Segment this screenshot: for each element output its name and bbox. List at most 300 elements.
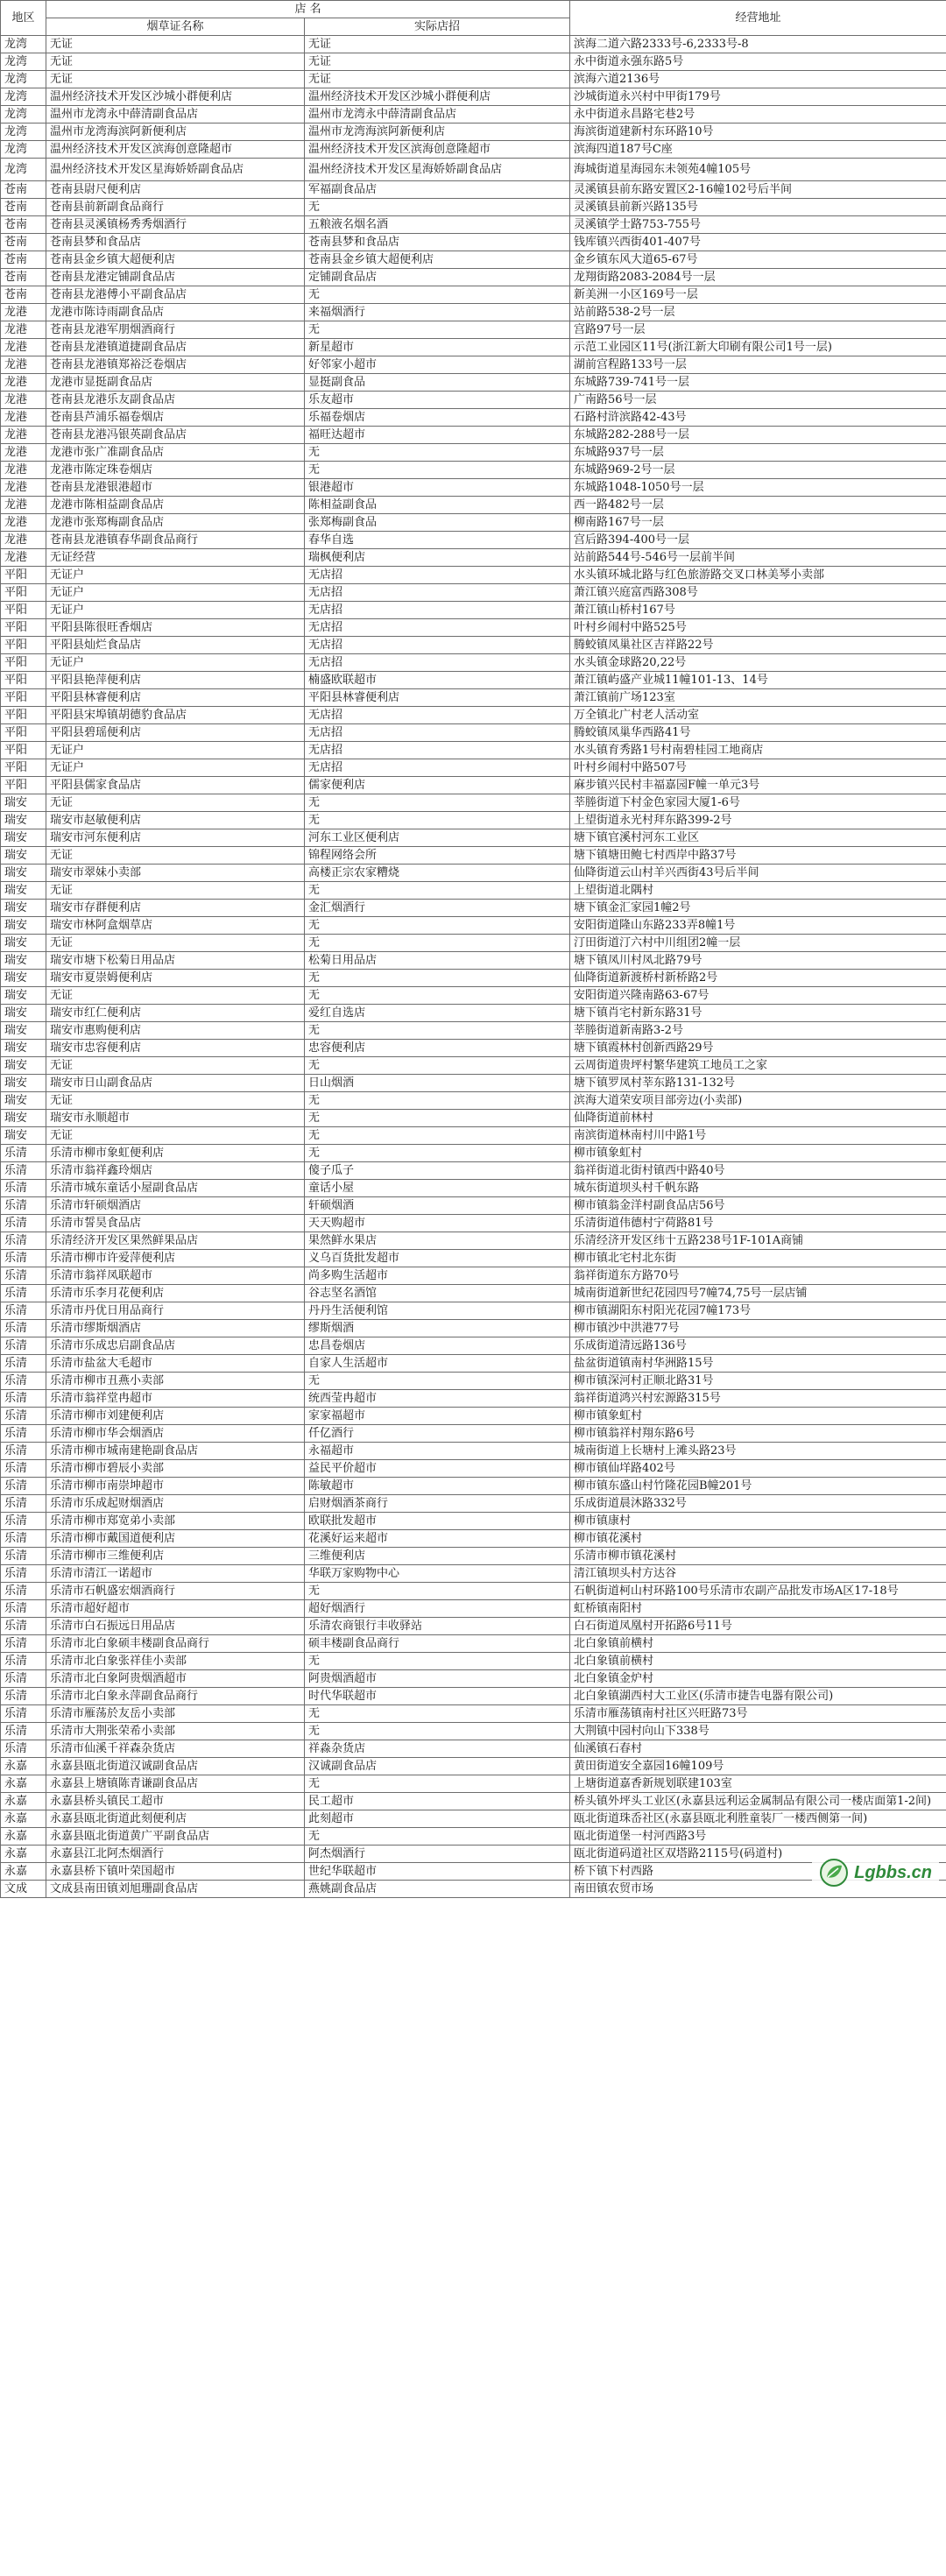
actual-sign-cell: 温州经济技术开发区滨海创意隆超市	[305, 141, 570, 159]
table-row	[1, 392, 946, 409]
actual-sign-cell: 无店招	[305, 724, 570, 742]
region-cell: 龙湾	[1, 88, 46, 106]
region-cell: 平阳	[1, 707, 46, 724]
address-cell: 柳市镇翁祥村翔东路6号	[570, 1425, 946, 1443]
actual-sign-cell: 乐友超市	[305, 392, 570, 409]
table-row	[1, 1723, 946, 1740]
actual-sign-cell: 三维便利店	[305, 1548, 570, 1565]
address-cell: 海城街道星海园东未领苑4幢105号	[570, 159, 946, 181]
address-cell: 乐清经济开发区纬十五路238号1F-101A商铺	[570, 1232, 946, 1250]
actual-sign-cell: 爱红自选店	[305, 1005, 570, 1022]
table-row	[1, 1355, 946, 1373]
actual-sign-cell: 好邻家小超市	[305, 356, 570, 374]
address-cell: 桥下镇下村西路	[570, 1863, 946, 1881]
actual-sign-cell: 童话小屋	[305, 1180, 570, 1197]
table-row	[1, 707, 946, 724]
actual-sign-cell: 汉诚副食品店	[305, 1758, 570, 1775]
license-name-cell: 乐清市誓昊食品店	[46, 1215, 305, 1232]
address-cell: 仙溪镇石春村	[570, 1740, 946, 1758]
license-name-cell: 温州经济技术开发区沙城小群便利店	[46, 88, 305, 106]
address-cell: 上望街道永光村拜东路399-2号	[570, 812, 946, 829]
table-row	[1, 251, 946, 269]
address-cell: 万全镇北广村老人活动室	[570, 707, 946, 724]
actual-sign-cell: 五粮液名烟名酒	[305, 216, 570, 234]
address-cell: 广南路56号一层	[570, 392, 946, 409]
license-name-cell: 永嘉县上塘镇陈青谦副食品店	[46, 1775, 305, 1793]
address-cell: 翁祥街道北街村镇西中路40号	[570, 1162, 946, 1180]
region-cell: 乐清	[1, 1670, 46, 1688]
license-name-cell: 瑞安市林阿盒烟草店	[46, 917, 305, 935]
region-cell: 平阳	[1, 584, 46, 602]
actual-sign-cell: 世纪华联超市	[305, 1863, 570, 1881]
table-row	[1, 71, 946, 88]
address-cell: 滨海大道荣安项目部旁边(小卖部)	[570, 1092, 946, 1110]
actual-sign-cell: 无店招	[305, 759, 570, 777]
address-cell: 乐成街道晨沐路332号	[570, 1495, 946, 1513]
license-name-cell: 永嘉县瓯北街道此刻便利店	[46, 1810, 305, 1828]
table-row	[1, 1127, 946, 1145]
region-cell: 瑞安	[1, 1127, 46, 1145]
region-cell: 永嘉	[1, 1793, 46, 1810]
table-row	[1, 479, 946, 497]
table-row	[1, 1478, 946, 1495]
actual-sign-cell: 无	[305, 321, 570, 339]
region-cell: 永嘉	[1, 1775, 46, 1793]
license-name-cell: 瑞安市日山副食品店	[46, 1075, 305, 1092]
region-cell: 苍南	[1, 216, 46, 234]
table-row	[1, 427, 946, 444]
actual-sign-cell: 温州市龙湾海滨阿新便利店	[305, 124, 570, 141]
table-row	[1, 53, 946, 71]
region-cell: 龙湾	[1, 36, 46, 53]
address-cell: 大荆镇中园村向山下338号	[570, 1723, 946, 1740]
license-name-cell: 无证	[46, 935, 305, 952]
region-cell: 乐清	[1, 1285, 46, 1302]
license-name-cell: 瑞安市河东便利店	[46, 829, 305, 847]
license-name-cell: 龙港市陈定珠卷烟店	[46, 462, 305, 479]
table-row	[1, 1881, 946, 1898]
table-row	[1, 1863, 946, 1881]
actual-sign-cell: 欧联批发超市	[305, 1513, 570, 1530]
address-cell: 萧江镇兴庭富西路308号	[570, 584, 946, 602]
actual-sign-cell: 无	[305, 970, 570, 987]
actual-sign-cell: 无	[305, 1022, 570, 1040]
license-name-cell: 乐清市柳市南崇坤超市	[46, 1478, 305, 1495]
table-row	[1, 1530, 946, 1548]
license-name-cell: 乐清市柳市象虹便利店	[46, 1145, 305, 1162]
table-row	[1, 409, 946, 427]
region-cell: 龙湾	[1, 106, 46, 124]
license-name-cell: 乐清市翁祥堂冉超市	[46, 1390, 305, 1408]
address-cell: 莘塍街道新南路3-2号	[570, 1022, 946, 1040]
table-row	[1, 339, 946, 356]
actual-sign-cell: 平阳县林睿便利店	[305, 689, 570, 707]
actual-sign-cell: 儒家便利店	[305, 777, 570, 794]
region-cell: 瑞安	[1, 865, 46, 882]
table-row	[1, 269, 946, 286]
header-address: 经营地址	[570, 1, 946, 36]
address-cell: 萧江镇前广场123室	[570, 689, 946, 707]
region-cell: 乐清	[1, 1600, 46, 1618]
license-name-cell: 乐清市柳市刘建便利店	[46, 1408, 305, 1425]
license-name-cell: 无证	[46, 987, 305, 1005]
actual-sign-cell: 无证	[305, 36, 570, 53]
actual-sign-cell: 无	[305, 1145, 570, 1162]
address-cell: 萧江镇屿盛产业城11幢101-13、14号	[570, 672, 946, 689]
address-cell: 水头镇育秀路1号村南碧桂园工地商店	[570, 742, 946, 759]
address-cell: 北白象镇湖西村大工业区(乐清市捷告电器有限公司)	[570, 1688, 946, 1705]
actual-sign-cell: 傻子瓜子	[305, 1162, 570, 1180]
region-cell: 乐清	[1, 1425, 46, 1443]
actual-sign-cell: 乐清农商银行丰收驿站	[305, 1618, 570, 1635]
address-cell: 灵溪镇县前东路安置区2-16幢102号后半间	[570, 181, 946, 199]
actual-sign-cell: 无	[305, 444, 570, 462]
region-cell: 乐清	[1, 1688, 46, 1705]
region-cell: 苍南	[1, 269, 46, 286]
license-name-cell: 乐清市石帆盛宏烟酒商行	[46, 1583, 305, 1600]
table-row	[1, 36, 946, 53]
table-row	[1, 1232, 946, 1250]
address-cell: 桥头镇外坪头工业区(永嘉县远利运金属制品有限公司一楼店面第1-2间)	[570, 1793, 946, 1810]
license-name-cell: 乐清市轩硕烟酒店	[46, 1197, 305, 1215]
table-row	[1, 1846, 946, 1863]
actual-sign-cell: 无	[305, 1653, 570, 1670]
license-name-cell: 苍南县龙港定铺副食品店	[46, 269, 305, 286]
region-cell: 乐清	[1, 1373, 46, 1390]
address-cell: 麻步镇兴民村丰福嘉园F幢一单元3号	[570, 777, 946, 794]
table-row	[1, 1618, 946, 1635]
actual-sign-cell: 超好烟酒行	[305, 1600, 570, 1618]
address-cell: 清江镇坝头村方达谷	[570, 1565, 946, 1583]
actual-sign-cell: 阿杰烟酒行	[305, 1846, 570, 1863]
license-name-cell: 苍南县龙港乐友副食品店	[46, 392, 305, 409]
license-name-cell: 无证户	[46, 759, 305, 777]
region-cell: 乐清	[1, 1408, 46, 1425]
license-name-cell: 乐清市盐盆大毛超市	[46, 1355, 305, 1373]
address-cell: 东城路969-2号一层	[570, 462, 946, 479]
address-cell: 站前路538-2号一层	[570, 304, 946, 321]
license-name-cell: 乐清经济开发区果然鲜果品店	[46, 1232, 305, 1250]
license-name-cell: 乐清市缪斯烟酒店	[46, 1320, 305, 1337]
address-cell: 石路村浒滨路42-43号	[570, 409, 946, 427]
region-cell: 乐清	[1, 1548, 46, 1565]
license-name-cell: 乐清市乐成起财烟酒店	[46, 1495, 305, 1513]
actual-sign-cell: 缪斯烟酒	[305, 1320, 570, 1337]
license-name-cell: 永嘉县桥下镇叶荣国超市	[46, 1863, 305, 1881]
address-cell: 汀田街道汀六村中川组团2幢一层	[570, 935, 946, 952]
table-row	[1, 689, 946, 707]
address-cell: 水头镇环城北路与红色旅游路交叉口林美琴小卖部	[570, 567, 946, 584]
address-cell: 新美洲一小区169号一层	[570, 286, 946, 304]
table-row	[1, 654, 946, 672]
actual-sign-cell: 楠盛欧联超市	[305, 672, 570, 689]
actual-sign-cell: 显挺副食品	[305, 374, 570, 392]
table-row	[1, 1793, 946, 1810]
address-cell: 安阳街道兴隆南路63-67号	[570, 987, 946, 1005]
license-name-cell: 苍南县龙港冯银英副食品店	[46, 427, 305, 444]
region-cell: 文成	[1, 1881, 46, 1898]
license-name-cell: 瑞安市塘下松菊日用品店	[46, 952, 305, 970]
license-name-cell: 乐清市乐成忠启副食品店	[46, 1337, 305, 1355]
address-cell: 仙降街道云山村羊兴西街43号后半间	[570, 865, 946, 882]
region-cell: 龙港	[1, 479, 46, 497]
region-cell: 乐清	[1, 1197, 46, 1215]
table-row	[1, 1565, 946, 1583]
address-cell: 东城路937号一层	[570, 444, 946, 462]
table-row	[1, 1057, 946, 1075]
license-name-cell: 无证户	[46, 602, 305, 619]
actual-sign-cell: 果然鲜水果店	[305, 1232, 570, 1250]
actual-sign-cell: 丹丹生活便利馆	[305, 1302, 570, 1320]
license-name-cell: 乐清市柳市戴国道便利店	[46, 1530, 305, 1548]
license-name-cell: 无证	[46, 847, 305, 865]
table-row	[1, 847, 946, 865]
actual-sign-cell: 金汇烟酒行	[305, 900, 570, 917]
address-cell: 东城路282-288号一层	[570, 427, 946, 444]
address-cell: 乐成街道清远路136号	[570, 1337, 946, 1355]
address-cell: 乐清市柳市镇花溪村	[570, 1548, 946, 1565]
license-name-cell: 乐清市柳市城南建艳副食品店	[46, 1443, 305, 1460]
table-row	[1, 742, 946, 759]
actual-sign-cell: 无	[305, 286, 570, 304]
license-name-cell: 无证	[46, 1092, 305, 1110]
table-row	[1, 514, 946, 532]
region-cell: 龙湾	[1, 159, 46, 181]
license-name-cell: 苍南县尉尺便利店	[46, 181, 305, 199]
region-cell: 乐清	[1, 1740, 46, 1758]
address-cell: 南田镇农贸市场	[570, 1881, 946, 1898]
site-watermark	[812, 1854, 939, 1891]
table-row	[1, 1005, 946, 1022]
table-row	[1, 724, 946, 742]
license-name-cell: 乐清市北白象阿贵烟酒超市	[46, 1670, 305, 1688]
actual-sign-cell: 华联万家购物中心	[305, 1565, 570, 1583]
actual-sign-cell: 银港超市	[305, 479, 570, 497]
table-row	[1, 567, 946, 584]
header-store-name: 店 名	[46, 1, 570, 18]
license-name-cell: 温州市龙湾永中薛清副食品店	[46, 106, 305, 124]
actual-sign-cell: 乐福卷烟店	[305, 409, 570, 427]
table-row	[1, 1180, 946, 1197]
region-cell: 乐清	[1, 1460, 46, 1478]
address-cell: 乐清街道伟德村宁荷路81号	[570, 1215, 946, 1232]
actual-sign-cell: 定铺副食品店	[305, 269, 570, 286]
address-cell: 黄田街道安全嘉园16幢109号	[570, 1758, 946, 1775]
actual-sign-cell: 无店招	[305, 742, 570, 759]
table-row	[1, 216, 946, 234]
region-cell: 乐清	[1, 1337, 46, 1355]
table-row	[1, 794, 946, 812]
address-cell: 城南街道上长塘村上滩头路23号	[570, 1443, 946, 1460]
actual-sign-cell: 无店招	[305, 619, 570, 637]
region-cell: 龙港	[1, 427, 46, 444]
address-cell: 永中街道永强东路5号	[570, 53, 946, 71]
license-name-cell: 乐清市柳市许爱萍便利店	[46, 1250, 305, 1267]
table-row	[1, 777, 946, 794]
table-row	[1, 1775, 946, 1793]
address-cell: 瓯北街道珠岙社区(永嘉县瓯北利胜童装厂一楼西侧第一间)	[570, 1810, 946, 1828]
region-cell: 乐清	[1, 1635, 46, 1653]
license-name-cell: 无证	[46, 794, 305, 812]
license-name-cell: 苍南县金乡镇大超便利店	[46, 251, 305, 269]
address-cell: 柳市镇翁金洋村副食品店56号	[570, 1197, 946, 1215]
region-cell: 龙湾	[1, 71, 46, 88]
license-name-cell: 乐清市北白象张祥佳小卖部	[46, 1653, 305, 1670]
license-name-cell: 温州经济技术开发区滨海创意隆超市	[46, 141, 305, 159]
table-row	[1, 1250, 946, 1267]
header-actual-sign: 实际店招	[305, 18, 570, 36]
address-cell: 腾蛟镇凤巢华西路41号	[570, 724, 946, 742]
address-cell: 沙城街道永兴村中甲街179号	[570, 88, 946, 106]
license-name-cell: 平阳县陈很旺香烟店	[46, 619, 305, 637]
region-cell: 乐清	[1, 1530, 46, 1548]
table-row	[1, 1828, 946, 1846]
license-name-cell: 乐清市柳市郑宽弟小卖部	[46, 1513, 305, 1530]
table-row	[1, 286, 946, 304]
license-name-cell: 苍南县龙港镇道捷副食品店	[46, 339, 305, 356]
table-row	[1, 619, 946, 637]
address-cell: 仙降街道前林村	[570, 1110, 946, 1127]
region-cell: 龙湾	[1, 141, 46, 159]
region-cell: 乐清	[1, 1320, 46, 1337]
address-cell: 滨海四道187号C座	[570, 141, 946, 159]
license-name-cell: 瑞安市赵敏便利店	[46, 812, 305, 829]
actual-sign-cell: 军福副食品店	[305, 181, 570, 199]
address-cell: 东城路1048-1050号一层	[570, 479, 946, 497]
region-cell: 龙湾	[1, 124, 46, 141]
table-row	[1, 321, 946, 339]
table-row	[1, 549, 946, 567]
actual-sign-cell: 谷志坚名酒馆	[305, 1285, 570, 1302]
license-name-cell: 瑞安市惠购便利店	[46, 1022, 305, 1040]
table-row	[1, 1548, 946, 1565]
region-cell: 瑞安	[1, 917, 46, 935]
license-name-cell: 乐清市柳市碧辰小卖部	[46, 1460, 305, 1478]
address-cell: 上塘街道嘉香新规划联建103室	[570, 1775, 946, 1793]
region-cell: 龙港	[1, 339, 46, 356]
license-name-cell: 无证户	[46, 567, 305, 584]
region-cell: 永嘉	[1, 1828, 46, 1846]
actual-sign-cell: 河东工业区便利店	[305, 829, 570, 847]
address-cell: 塘下镇金汇家园1幢2号	[570, 900, 946, 917]
license-name-cell: 无证	[46, 36, 305, 53]
license-name-cell: 乐清市乐李月花便利店	[46, 1285, 305, 1302]
region-cell: 乐清	[1, 1513, 46, 1530]
actual-sign-cell: 益民平价超市	[305, 1460, 570, 1478]
license-name-cell: 无证经营	[46, 549, 305, 567]
region-cell: 乐清	[1, 1565, 46, 1583]
table-row	[1, 1583, 946, 1600]
address-cell: 北白象镇前横村	[570, 1653, 946, 1670]
actual-sign-cell: 阿贵烟酒超市	[305, 1670, 570, 1688]
license-name-cell: 文成县南田镇刘旭珊副食品店	[46, 1881, 305, 1898]
region-cell: 苍南	[1, 234, 46, 251]
license-name-cell: 苍南县芦浦乐福卷烟店	[46, 409, 305, 427]
region-cell: 龙港	[1, 304, 46, 321]
license-name-cell: 龙港市显挺副食品店	[46, 374, 305, 392]
address-cell: 柳市镇花溪村	[570, 1530, 946, 1548]
address-cell: 腾蛟镇凤巢社区吉祥路22号	[570, 637, 946, 654]
address-cell: 安阳街道隆山东路233弄8幢1号	[570, 917, 946, 935]
table-row	[1, 106, 946, 124]
license-name-cell: 乐清市丹优日用品商行	[46, 1302, 305, 1320]
region-cell: 平阳	[1, 654, 46, 672]
table-row	[1, 1425, 946, 1443]
region-cell: 平阳	[1, 602, 46, 619]
address-cell: 水头镇金球路20,22号	[570, 654, 946, 672]
region-cell: 瑞安	[1, 812, 46, 829]
table-row	[1, 159, 946, 181]
table-row	[1, 1022, 946, 1040]
license-name-cell: 无证户	[46, 742, 305, 759]
actual-sign-cell: 瑞枫便利店	[305, 549, 570, 567]
region-cell: 龙港	[1, 409, 46, 427]
license-name-cell: 平阳县艳萍便利店	[46, 672, 305, 689]
license-name-cell: 乐清市柳市三维便利店	[46, 1548, 305, 1565]
license-name-cell: 瑞安市忠容便利店	[46, 1040, 305, 1057]
address-cell: 瓯北街道码道社区双塔路2115号(码道村)	[570, 1846, 946, 1863]
license-name-cell: 乐清市柳市华会烟酒店	[46, 1425, 305, 1443]
address-cell: 柳市镇湖阳东村阳光花园7幢173号	[570, 1302, 946, 1320]
actual-sign-cell: 无	[305, 1127, 570, 1145]
address-cell: 柳市镇北宅村北东街	[570, 1250, 946, 1267]
table-row	[1, 1495, 946, 1513]
actual-sign-cell: 时代华联超市	[305, 1688, 570, 1705]
actual-sign-cell: 福旺达超市	[305, 427, 570, 444]
address-cell: 仙降街道新渡桥村新桥路2号	[570, 970, 946, 987]
actual-sign-cell: 尚多购生活超市	[305, 1267, 570, 1285]
actual-sign-cell: 温州经济技术开发区星海娇娇副食品店	[305, 159, 570, 181]
actual-sign-cell: 无	[305, 462, 570, 479]
table-row	[1, 1285, 946, 1302]
table-row	[1, 1688, 946, 1705]
actual-sign-cell: 无店招	[305, 567, 570, 584]
actual-sign-cell: 春华自选	[305, 532, 570, 549]
actual-sign-cell: 锦程网络会所	[305, 847, 570, 865]
table-row	[1, 1197, 946, 1215]
table-body	[1, 36, 946, 1898]
license-name-cell: 瑞安市夏崇姆便利店	[46, 970, 305, 987]
address-cell: 东城路739-741号一层	[570, 374, 946, 392]
actual-sign-cell: 无	[305, 794, 570, 812]
address-cell: 瓯北街道堡一村河西路3号	[570, 1828, 946, 1846]
table-row	[1, 181, 946, 199]
license-name-cell: 苍南县梦和食品店	[46, 234, 305, 251]
table-row	[1, 1635, 946, 1653]
license-name-cell: 乐清市柳市丑燕小卖部	[46, 1373, 305, 1390]
region-cell: 永嘉	[1, 1758, 46, 1775]
address-cell: 金乡镇东风大道65-67号	[570, 251, 946, 269]
actual-sign-cell: 无证	[305, 53, 570, 71]
region-cell: 平阳	[1, 689, 46, 707]
license-name-cell: 乐清市北白象永萍副食品商行	[46, 1688, 305, 1705]
table-row	[1, 1162, 946, 1180]
region-cell: 瑞安	[1, 1022, 46, 1040]
address-cell: 宫路97号一层	[570, 321, 946, 339]
region-cell: 龙港	[1, 514, 46, 532]
region-cell: 平阳	[1, 742, 46, 759]
license-name-cell: 无证	[46, 882, 305, 900]
license-name-cell: 乐清市清江一诺超市	[46, 1565, 305, 1583]
address-cell: 城南街道新世纪花园四号7幢74,75号一层店铺	[570, 1285, 946, 1302]
region-cell: 乐清	[1, 1705, 46, 1723]
license-name-cell: 瑞安市翠妹小卖部	[46, 865, 305, 882]
license-name-cell: 瑞安市永顺超市	[46, 1110, 305, 1127]
actual-sign-cell: 无	[305, 987, 570, 1005]
actual-sign-cell: 忠昌卷烟店	[305, 1337, 570, 1355]
license-name-cell: 永嘉县瓯北街道汉诚副食品店	[46, 1758, 305, 1775]
actual-sign-cell: 无	[305, 1057, 570, 1075]
